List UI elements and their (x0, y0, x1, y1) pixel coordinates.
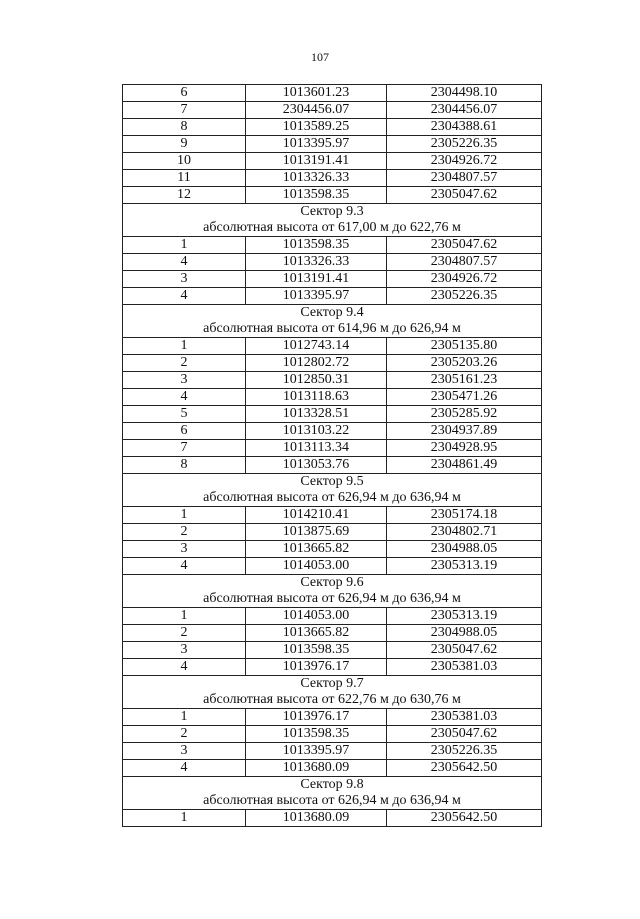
y-coordinate-cell: 2304388.61 (387, 119, 542, 136)
page-number: 107 (311, 50, 329, 64)
sector-altitude: абсолютная высота от 617,00 м до 622,76 м (123, 220, 542, 237)
y-coordinate-cell: 2304861.49 (387, 457, 542, 474)
sector-header-row (123, 676, 542, 693)
y-coordinate-cell: 2305226.35 (387, 136, 542, 153)
y-coordinate-cell: 2305226.35 (387, 743, 542, 760)
sector-altitude-row (123, 490, 542, 507)
table-row (123, 440, 542, 457)
x-coordinate-cell: 1013326.33 (246, 170, 387, 187)
point-number-cell: 4 (123, 254, 246, 271)
point-number-cell: 2 (123, 726, 246, 743)
point-number-cell: 6 (123, 423, 246, 440)
table-row (123, 187, 542, 204)
sector-altitude: абсолютная высота от 614,96 м до 626,94 м (123, 321, 542, 338)
x-coordinate-cell: 1012802.72 (246, 355, 387, 372)
point-number-cell: 9 (123, 136, 246, 153)
point-number-cell: 8 (123, 119, 246, 136)
table-row (123, 153, 542, 170)
y-coordinate-cell: 2305203.26 (387, 355, 542, 372)
table-row (123, 541, 542, 558)
coordinates-table (122, 84, 542, 827)
sector-title: Сектор 9.7 (123, 676, 542, 693)
x-coordinate-cell: 1014210.41 (246, 507, 387, 524)
table-row (123, 288, 542, 305)
y-coordinate-cell: 2305174.18 (387, 507, 542, 524)
x-coordinate-cell: 1013103.22 (246, 423, 387, 440)
x-coordinate-cell: 1013598.35 (246, 642, 387, 659)
x-coordinate-cell: 1013665.82 (246, 541, 387, 558)
y-coordinate-cell: 2305381.03 (387, 709, 542, 726)
table-row (123, 625, 542, 642)
x-coordinate-cell: 1013598.35 (246, 726, 387, 743)
y-coordinate-cell: 2304926.72 (387, 271, 542, 288)
table-row (123, 355, 542, 372)
x-coordinate-cell: 1013328.51 (246, 406, 387, 423)
x-coordinate-cell: 1014053.00 (246, 558, 387, 575)
point-number-cell: 10 (123, 153, 246, 170)
sector-header-row (123, 204, 542, 221)
x-coordinate-cell: 1013191.41 (246, 271, 387, 288)
y-coordinate-cell: 2304988.05 (387, 541, 542, 558)
y-coordinate-cell: 2305135.80 (387, 338, 542, 355)
point-number-cell: 1 (123, 237, 246, 254)
table-row (123, 119, 542, 136)
sector-altitude-row (123, 793, 542, 810)
y-coordinate-cell: 2304456.07 (387, 102, 542, 119)
point-number-cell: 1 (123, 810, 246, 827)
point-number-cell: 2 (123, 625, 246, 642)
y-coordinate-cell: 2304498.10 (387, 85, 542, 102)
table-row (123, 271, 542, 288)
sector-title: Сектор 9.8 (123, 777, 542, 794)
x-coordinate-cell: 1013589.25 (246, 119, 387, 136)
table-row (123, 406, 542, 423)
sector-header-row (123, 575, 542, 592)
y-coordinate-cell: 2305381.03 (387, 659, 542, 676)
x-coordinate-cell: 1013680.09 (246, 760, 387, 777)
point-number-cell: 2 (123, 355, 246, 372)
point-number-cell: 1 (123, 507, 246, 524)
y-coordinate-cell: 2305313.19 (387, 608, 542, 625)
point-number-cell: 4 (123, 288, 246, 305)
table-row (123, 338, 542, 355)
point-number-cell: 5 (123, 406, 246, 423)
x-coordinate-cell: 1013598.35 (246, 237, 387, 254)
x-coordinate-cell: 1013191.41 (246, 153, 387, 170)
y-coordinate-cell: 2304928.95 (387, 440, 542, 457)
point-number-cell: 4 (123, 558, 246, 575)
point-number-cell: 4 (123, 389, 246, 406)
x-coordinate-cell: 1013976.17 (246, 659, 387, 676)
y-coordinate-cell: 2305226.35 (387, 288, 542, 305)
y-coordinate-cell: 2305047.62 (387, 726, 542, 743)
point-number-cell: 1 (123, 338, 246, 355)
point-number-cell: 7 (123, 440, 246, 457)
point-number-cell: 4 (123, 760, 246, 777)
y-coordinate-cell: 2304988.05 (387, 625, 542, 642)
table-row (123, 85, 542, 102)
x-coordinate-cell: 1012850.31 (246, 372, 387, 389)
table-row (123, 389, 542, 406)
table-row (123, 743, 542, 760)
table-row (123, 102, 542, 119)
sector-altitude-row (123, 591, 542, 608)
sector-altitude: абсолютная высота от 626,94 м до 636,94 м (123, 591, 542, 608)
x-coordinate-cell: 1013395.97 (246, 743, 387, 760)
point-number-cell: 8 (123, 457, 246, 474)
sector-altitude: абсолютная высота от 626,94 м до 636,94 м (123, 490, 542, 507)
table-row (123, 254, 542, 271)
x-coordinate-cell: 1013875.69 (246, 524, 387, 541)
sector-altitude: абсолютная высота от 626,94 м до 636,94 м (123, 793, 542, 810)
x-coordinate-cell: 1014053.00 (246, 608, 387, 625)
point-number-cell: 1 (123, 608, 246, 625)
point-number-cell: 7 (123, 102, 246, 119)
point-number-cell: 3 (123, 541, 246, 558)
y-coordinate-cell: 2305471.26 (387, 389, 542, 406)
sector-title: Сектор 9.6 (123, 575, 542, 592)
coordinates-table-body (123, 85, 542, 827)
y-coordinate-cell: 2304937.89 (387, 423, 542, 440)
x-coordinate-cell: 1013395.97 (246, 288, 387, 305)
table-row (123, 524, 542, 541)
table-row (123, 810, 542, 827)
point-number-cell: 11 (123, 170, 246, 187)
y-coordinate-cell: 2304802.71 (387, 524, 542, 541)
point-number-cell: 4 (123, 659, 246, 676)
table-row (123, 170, 542, 187)
table-row (123, 608, 542, 625)
y-coordinate-cell: 2304926.72 (387, 153, 542, 170)
y-coordinate-cell: 2305642.50 (387, 810, 542, 827)
table-row (123, 558, 542, 575)
table-row (123, 136, 542, 153)
x-coordinate-cell: 1013395.97 (246, 136, 387, 153)
x-coordinate-cell: 2304456.07 (246, 102, 387, 119)
table-row (123, 726, 542, 743)
point-number-cell: 3 (123, 642, 246, 659)
sector-altitude-row (123, 321, 542, 338)
table-row (123, 237, 542, 254)
table-row (123, 507, 542, 524)
table-row (123, 423, 542, 440)
y-coordinate-cell: 2305285.92 (387, 406, 542, 423)
x-coordinate-cell: 1013326.33 (246, 254, 387, 271)
y-coordinate-cell: 2305047.62 (387, 237, 542, 254)
sector-header-row (123, 305, 542, 322)
table-row (123, 709, 542, 726)
point-number-cell: 6 (123, 85, 246, 102)
x-coordinate-cell: 1013680.09 (246, 810, 387, 827)
point-number-cell: 3 (123, 743, 246, 760)
table-row (123, 457, 542, 474)
sector-title: Сектор 9.5 (123, 474, 542, 491)
x-coordinate-cell: 1013118.63 (246, 389, 387, 406)
point-number-cell: 1 (123, 709, 246, 726)
point-number-cell: 12 (123, 187, 246, 204)
x-coordinate-cell: 1013601.23 (246, 85, 387, 102)
sector-altitude-row (123, 220, 542, 237)
sector-header-row (123, 777, 542, 794)
x-coordinate-cell: 1013665.82 (246, 625, 387, 642)
x-coordinate-cell: 1013113.34 (246, 440, 387, 457)
x-coordinate-cell: 1013976.17 (246, 709, 387, 726)
sector-header-row (123, 474, 542, 491)
table-row (123, 659, 542, 676)
x-coordinate-cell: 1013053.76 (246, 457, 387, 474)
y-coordinate-cell: 2305642.50 (387, 760, 542, 777)
table-row (123, 642, 542, 659)
point-number-cell: 2 (123, 524, 246, 541)
sector-title: Сектор 9.3 (123, 204, 542, 221)
y-coordinate-cell: 2305047.62 (387, 187, 542, 204)
point-number-cell: 3 (123, 372, 246, 389)
sector-altitude: абсолютная высота от 622,76 м до 630,76 м (123, 692, 542, 709)
table-row (123, 760, 542, 777)
y-coordinate-cell: 2305161.23 (387, 372, 542, 389)
x-coordinate-cell: 1012743.14 (246, 338, 387, 355)
sector-title: Сектор 9.4 (123, 305, 542, 322)
sector-altitude-row (123, 692, 542, 709)
point-number-cell: 3 (123, 271, 246, 288)
y-coordinate-cell: 2305047.62 (387, 642, 542, 659)
y-coordinate-cell: 2305313.19 (387, 558, 542, 575)
y-coordinate-cell: 2304807.57 (387, 254, 542, 271)
y-coordinate-cell: 2304807.57 (387, 170, 542, 187)
x-coordinate-cell: 1013598.35 (246, 187, 387, 204)
table-row (123, 372, 542, 389)
